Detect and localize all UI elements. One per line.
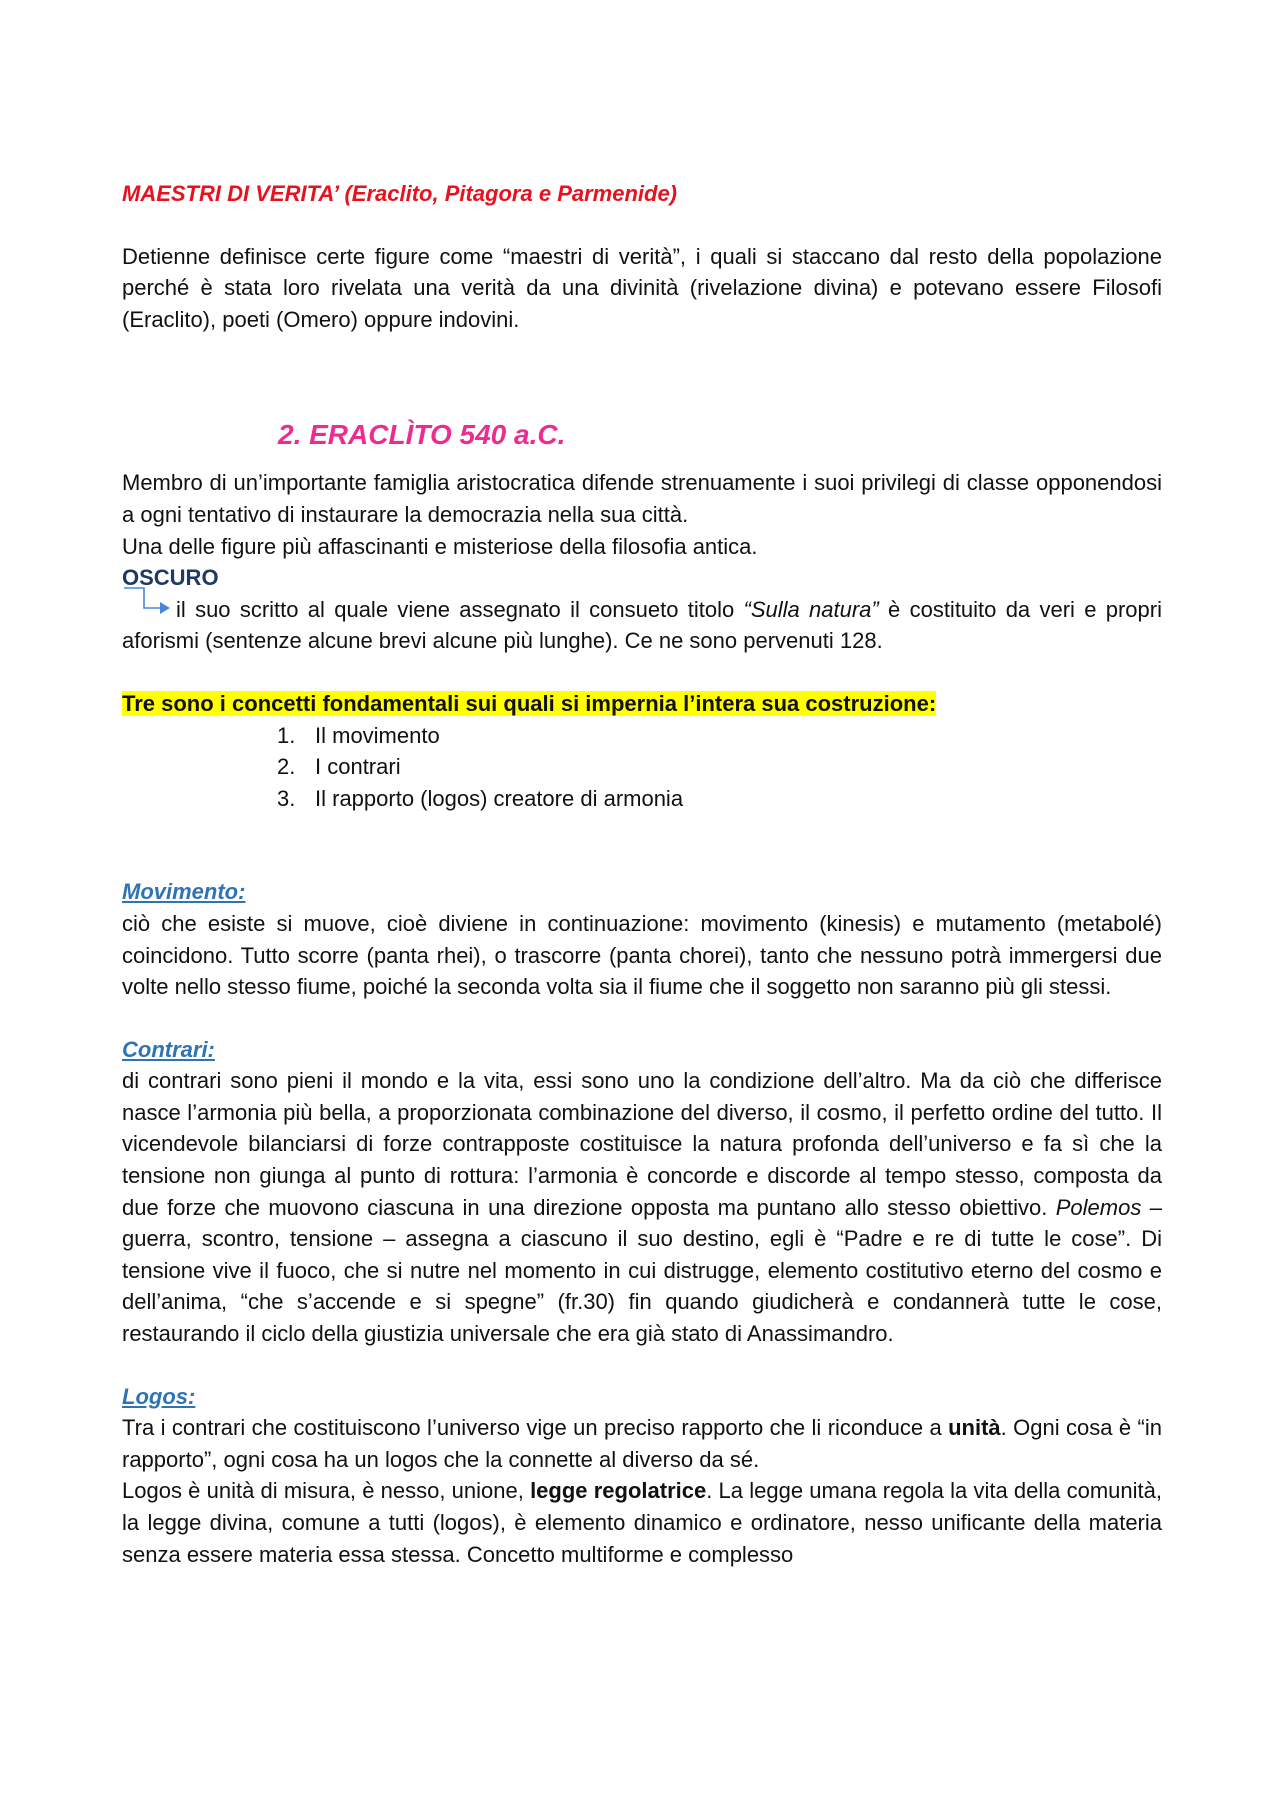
section-heading-eraclito: 2. ERACLÌTO 540 a.C. <box>278 419 566 451</box>
concept-item <box>277 751 1162 783</box>
contrari-text-post: – guerra, scontro, tensione – assegna a ciascuno il suo destino, egli è “Padre e re di tutte le cose”. Di tensione vive il fuoco, che si nutre nel momento in cui distrugge, elemento costitutivo eterno del cosmo e dell’anima, “che s’accende e si spegne” (fr.30) fin quando giudicherà e condannerà tutte le cose, restaurando il ciclo della giustizia universale che era già stato di Anassimandro. <box>122 1194 1162 1347</box>
document-title: MAESTRI DI VERITA’ (Eraclito, Pitagora e Parmenide) <box>122 181 678 206</box>
concepts-intro-highlight: Tre sono i concetti fondamentali sui quali si impernia l’intera sua costruzione: <box>122 690 937 716</box>
logos-paragraph-2 <box>122 1475 1162 1570</box>
movimento-title: Movimento: <box>122 879 246 905</box>
logos-title: Logos: <box>122 1383 196 1409</box>
bent-arrow-icon <box>122 586 174 620</box>
contrari-text-pre: di contrari sono pieni il mondo e la vita, essi sono uno la condizione dell’altro. Ma da ciò che differisce nasce l’armonia più bella, a proporzionata combinazione del diverso, il cosmo, il perfetto ordine del tutto. Il vicendevole bilanciarsi di forze contrapposte costituisce la natura profonda dell’universo e fa sì che la tensione non giunga al punto di rottura: l’armonia è concorde e discorde al tempo stesso, composta da due forze che muovono ciascuna in una direzione opposta ma puntano allo stesso obiettivo. <box>122 1068 1162 1220</box>
contrari-text <box>122 1065 1162 1349</box>
concepts-list <box>277 720 1162 815</box>
scritto-text-pre: il suo scritto al quale viene assegnato il consueto titolo <box>176 596 744 622</box>
logos-unita-term: unità <box>948 1415 1001 1441</box>
concept-number: 2. <box>277 754 296 780</box>
logos-p2-pre: Logos è unità di misura, è nesso, unione, <box>122 1478 531 1504</box>
scritto-text-post: è costituito da veri e propri aforismi (sentenze alcune brevi alcune più lunghe). Ce ne sono pervenuti 128. <box>122 596 1162 654</box>
logos-p1-post: . Ogni cosa è “in rapporto”, ogni cosa ha un logos che la connette al diverso da sé. <box>122 1415 1162 1472</box>
logos-paragraph-1 <box>122 1412 1162 1475</box>
scritto-title: “Sulla natura” <box>743 596 879 622</box>
document-page <box>122 178 1162 1570</box>
concept-label: Il movimento <box>315 722 440 748</box>
scritto-paragraph <box>122 594 1162 657</box>
logos-legge-term: legge regolatrice <box>530 1478 707 1504</box>
contrari-title: Contrari: <box>122 1036 215 1062</box>
oscuro-label: OSCURO <box>122 565 219 591</box>
intro-paragraph: Detienne definisce certe figure come “maestri di verità”, i quali si staccano dal resto della popolazione perché è stata loro rivelata una verità da una divinità (rivelazione divina) e potevano essere Filosofi (Eraclito), poeti (Omero) oppure indovini. <box>122 243 1162 332</box>
concept-number: 1. <box>277 722 296 748</box>
logos-p1-pre: Tra i contrari che costituiscono l’universo vige un preciso rapporto che li riconduce a <box>122 1415 949 1441</box>
concept-item <box>277 720 1162 752</box>
bio-paragraph-2: Una delle figure più affascinanti e misteriose della filosofia antica. <box>122 533 758 559</box>
logos-p2-post: . La legge umana regola la vita della comunità, la legge divina, comune a tutti (logos), è elemento dinamico e ordinatore, nesso unificante della materia senza essere materia essa stessa. Concetto multiforme e complesso <box>122 1478 1162 1567</box>
concept-label: Il rapporto (logos) creatore di armonia <box>315 785 684 811</box>
concepts-intro <box>122 688 1162 720</box>
polemos-term: Polemos <box>1055 1194 1142 1220</box>
movimento-text: ciò che esiste si muove, cioè diviene in continuazione: movimento (kinesis) e mutamento (metabolé) coincidono. Tutto scorre (panta rhei), o trascorre (panta chorei), tanto che nessuno potrà immergersi due volte nello stesso fiume, poiché la seconda volta sia il fiume che il soggetto non saranno più gli stessi. <box>122 910 1162 1000</box>
concept-item <box>277 783 1162 815</box>
bio-paragraph-1: Membro di un’importante famiglia aristocratica difende strenuamente i suoi privilegi di classe opponendosi a ogni tentativo di instaurare la democrazia nella sua città. <box>122 470 1162 527</box>
concept-number: 3. <box>277 785 296 811</box>
concept-label: I contrari <box>315 754 401 780</box>
